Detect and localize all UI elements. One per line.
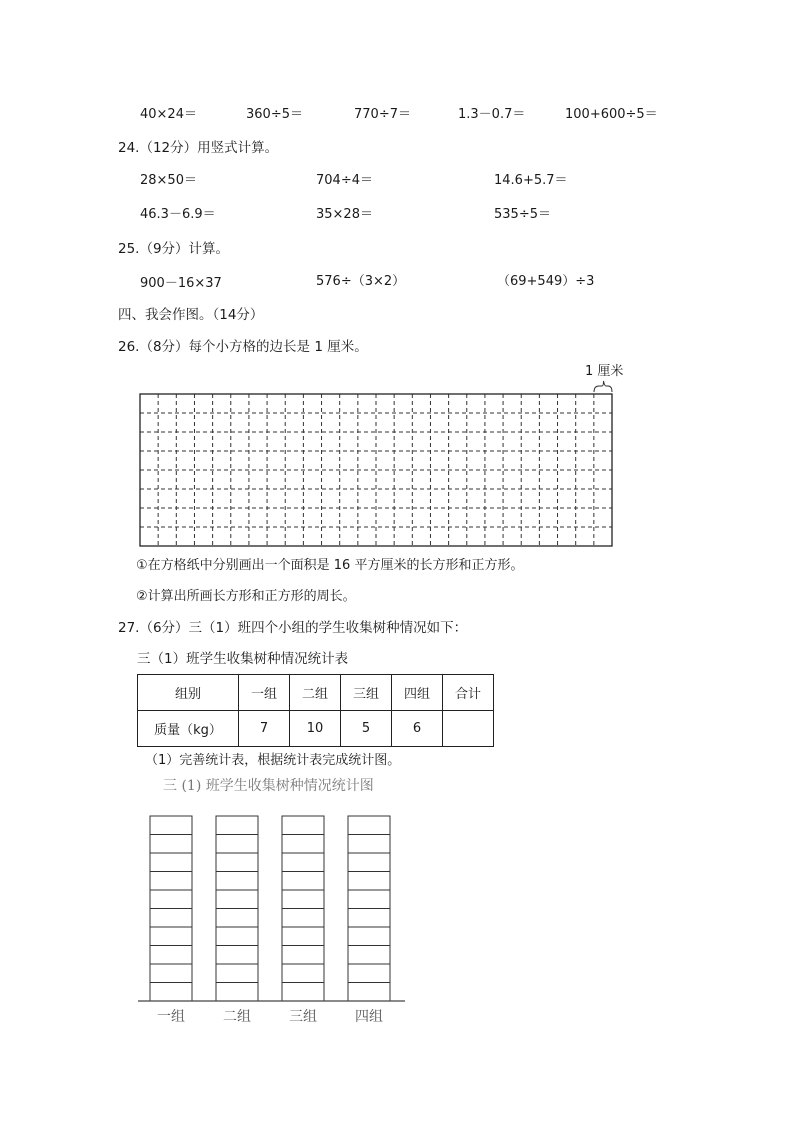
q26-title: 26.（8分）每个小方格的边长是 1 厘米。 <box>118 339 368 355</box>
q27-title: 27.（6分）三（1）班四个小组的学生收集树种情况如下： <box>118 620 468 636</box>
q26-task-1: ①在方格纸中分别画出一个面积是 16 平方厘米的长方形和正方形。 <box>136 558 524 573</box>
group-label: 三组 <box>289 1009 317 1025</box>
total-cell[interactable] <box>443 711 494 747</box>
q24-item: 14.6+5.7＝ <box>494 173 568 188</box>
chart-title: 三 (1) 班学生收集树种情况统计图 <box>163 778 374 794</box>
table-header-cell: 三组 <box>341 675 392 711</box>
q24-item: 35×28＝ <box>316 207 373 222</box>
q26-task-2: ②计算出所画长方形和正方形的周长。 <box>136 589 356 604</box>
scale-label: 1 厘米 <box>585 364 624 379</box>
q24-title: 24.（12分）用竖式计算。 <box>118 140 279 156</box>
statistics-table <box>137 674 494 747</box>
table-cell: 10 <box>290 711 341 747</box>
scale-brace <box>594 381 612 392</box>
calc-5: 100+600÷5＝ <box>565 107 658 122</box>
table-header-cell: 二组 <box>290 675 341 711</box>
table-cell: 5 <box>341 711 392 747</box>
calc-1: 40×24＝ <box>140 107 197 122</box>
bar-column <box>348 816 390 1001</box>
q24-item: 28×50＝ <box>140 173 197 188</box>
bar-column <box>216 816 258 1001</box>
table-header-cell: 合计 <box>443 675 494 711</box>
q25-title: 25.（9分）计算。 <box>118 241 230 257</box>
table-header-row <box>138 675 494 711</box>
q25-item: （69+549）÷3 <box>497 274 595 289</box>
group-label: 一组 <box>157 1009 185 1025</box>
calc-4: 1.3－0.7＝ <box>458 107 526 122</box>
q27-sub-1: （1）完善统计表，根据统计表完成统计图。 <box>145 753 401 768</box>
table-cell: 6 <box>392 711 443 747</box>
q25-item: 576÷（3×2） <box>316 274 406 289</box>
table-cell: 7 <box>239 711 290 747</box>
q24-item: 704÷4＝ <box>316 173 373 188</box>
table-cell: 质量（kg） <box>138 711 239 747</box>
group-label: 二组 <box>223 1009 251 1025</box>
group-label: 四组 <box>355 1009 383 1025</box>
table-header-cell: 四组 <box>392 675 443 711</box>
q24-item: 535÷5＝ <box>494 207 551 222</box>
table-header-cell: 一组 <box>239 675 290 711</box>
calc-2: 360÷5＝ <box>246 107 303 122</box>
section-heading: 四、我会作图。（14分） <box>118 307 264 323</box>
calc-3: 770÷7＝ <box>354 107 411 122</box>
table-header-cell: 组别 <box>138 675 239 711</box>
table-title: 三（1）班学生收集树种情况统计表 <box>137 651 349 667</box>
bar-column <box>150 816 192 1001</box>
table-row <box>138 711 494 747</box>
q24-item: 46.3－6.9＝ <box>140 207 216 222</box>
grid-paper[interactable] <box>0 0 794 560</box>
q25-item: 900－16×37 <box>140 276 222 291</box>
bar-column <box>282 816 324 1001</box>
